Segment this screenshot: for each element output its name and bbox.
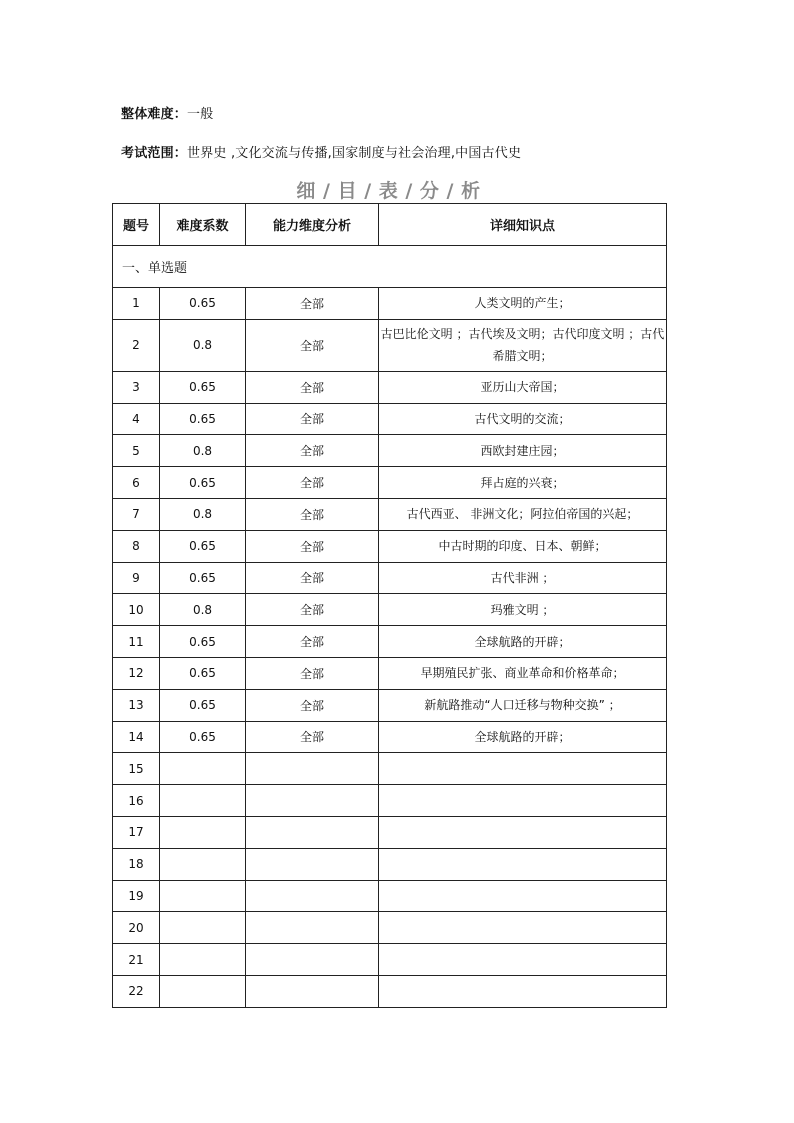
knowledge-cell: 中古时期的印度、日本、朝鲜； [379,530,667,562]
table-row [113,912,667,944]
ability-cell: 全部 [246,530,379,562]
knowledge-cell [379,753,667,785]
ability-cell [246,880,379,912]
difficulty-cell: 0.8 [160,319,246,371]
question-number-cell: 17 [113,816,160,848]
section-label: 一、单选题 [113,246,667,288]
knowledge-cell [379,975,667,1007]
ability-cell: 全部 [246,721,379,753]
difficulty-cell: 0.65 [160,371,246,403]
question-number-cell: 18 [113,848,160,880]
difficulty-cell: 0.65 [160,530,246,562]
difficulty-cell [160,816,246,848]
question-number-cell: 1 [113,288,160,320]
difficulty-cell: 0.65 [160,657,246,689]
difficulty-cell: 0.8 [160,498,246,530]
table-header-row [113,204,667,246]
question-number-cell: 5 [113,435,160,467]
question-number-cell: 15 [113,753,160,785]
knowledge-cell: 早期殖民扩张、商业革命和价格革命； [379,657,667,689]
difficulty-cell: 0.65 [160,562,246,594]
ability-cell [246,753,379,785]
page-title: 细 / 目 / 表 / 分 / 析 [296,180,481,202]
header-difficulty: 难度系数 [160,204,246,246]
question-number-cell: 3 [113,371,160,403]
question-number-cell: 7 [113,498,160,530]
ability-cell [246,785,379,817]
difficulty-cell: 0.65 [160,721,246,753]
ability-cell: 全部 [246,403,379,435]
table-row [113,626,667,658]
table-row [113,498,667,530]
table-row [113,657,667,689]
difficulty-cell [160,848,246,880]
question-number-cell: 16 [113,785,160,817]
question-number-cell: 22 [113,975,160,1007]
difficulty-cell: 0.65 [160,288,246,320]
table-row [113,721,667,753]
knowledge-cell [379,848,667,880]
question-number-cell: 13 [113,689,160,721]
ability-cell: 全部 [246,435,379,467]
ability-cell: 全部 [246,689,379,721]
knowledge-cell: 人类文明的产生； [379,288,667,320]
difficulty-cell: 0.65 [160,403,246,435]
ability-cell: 全部 [246,371,379,403]
table-row [113,467,667,499]
exam-scope-label: 考试范围： [121,146,188,161]
ability-cell: 全部 [246,562,379,594]
question-number-cell: 21 [113,944,160,976]
knowledge-cell: 古代西亚、 非洲文化；阿拉伯帝国的兴起； [379,498,667,530]
table-row [113,288,667,320]
table-row [113,403,667,435]
ability-cell [246,848,379,880]
ability-cell: 全部 [246,498,379,530]
table-row [113,753,667,785]
difficulty-cell: 0.8 [160,594,246,626]
difficulty-cell: 0.65 [160,626,246,658]
knowledge-cell: 玛雅文明 ； [379,594,667,626]
header-knowledge: 详细知识点 [379,204,667,246]
difficulty-cell [160,785,246,817]
ability-cell: 全部 [246,657,379,689]
knowledge-cell: 全球航路的开辟； [379,626,667,658]
header-question-number: 题号 [113,204,160,246]
table-row [113,848,667,880]
overall-difficulty-value: 一般 [187,107,214,122]
knowledge-cell [379,880,667,912]
question-number-cell: 14 [113,721,160,753]
ability-cell: 全部 [246,626,379,658]
knowledge-cell [379,912,667,944]
difficulty-cell: 0.8 [160,435,246,467]
question-number-cell: 4 [113,403,160,435]
table-row [113,319,667,371]
ability-cell [246,975,379,1007]
difficulty-cell [160,753,246,785]
knowledge-cell: 新航路推动“人口迁移与物种交换” ； [379,689,667,721]
table-row [113,435,667,467]
difficulty-cell: 0.65 [160,689,246,721]
section-row [113,246,667,288]
knowledge-cell: 亚历山大帝国； [379,371,667,403]
knowledge-cell: 古代非洲 ； [379,562,667,594]
table-row [113,689,667,721]
difficulty-cell [160,944,246,976]
difficulty-cell: 0.65 [160,467,246,499]
knowledge-cell: 全球航路的开辟； [379,721,667,753]
question-number-cell: 20 [113,912,160,944]
table-row [113,594,667,626]
table-row [113,530,667,562]
exam-scope-value: 世界史 ,文化交流与传播,国家制度与社会治理,中国古代史 [187,146,522,161]
table-row [113,562,667,594]
ability-cell: 全部 [246,467,379,499]
ability-cell [246,944,379,976]
exam-scope [121,142,521,161]
question-number-cell: 19 [113,880,160,912]
table-row [113,944,667,976]
knowledge-cell: 古巴比伦文明 ；古代埃及文明；古代印度文明 ；古代希腊文明； [379,319,667,371]
header-ability: 能力维度分析 [246,204,379,246]
table-row [113,975,667,1007]
knowledge-cell [379,944,667,976]
difficulty-cell [160,912,246,944]
ability-cell: 全部 [246,594,379,626]
ability-cell [246,912,379,944]
difficulty-cell [160,880,246,912]
table-row [113,880,667,912]
table-row [113,785,667,817]
difficulty-cell [160,975,246,1007]
knowledge-cell: 古代文明的交流； [379,403,667,435]
knowledge-cell [379,816,667,848]
question-number-cell: 11 [113,626,160,658]
knowledge-cell: 拜占庭的兴衰； [379,467,667,499]
ability-cell [246,816,379,848]
ability-cell: 全部 [246,319,379,371]
question-number-cell: 2 [113,319,160,371]
table-row [113,371,667,403]
overall-difficulty [121,103,213,122]
table-row [113,816,667,848]
ability-cell: 全部 [246,288,379,320]
question-number-cell: 10 [113,594,160,626]
knowledge-cell: 西欧封建庄园； [379,435,667,467]
question-number-cell: 6 [113,467,160,499]
question-number-cell: 9 [113,562,160,594]
overall-difficulty-label: 整体难度： [121,107,188,122]
question-number-cell: 8 [113,530,160,562]
knowledge-cell [379,785,667,817]
question-number-cell: 12 [113,657,160,689]
detail-table [112,203,667,1008]
